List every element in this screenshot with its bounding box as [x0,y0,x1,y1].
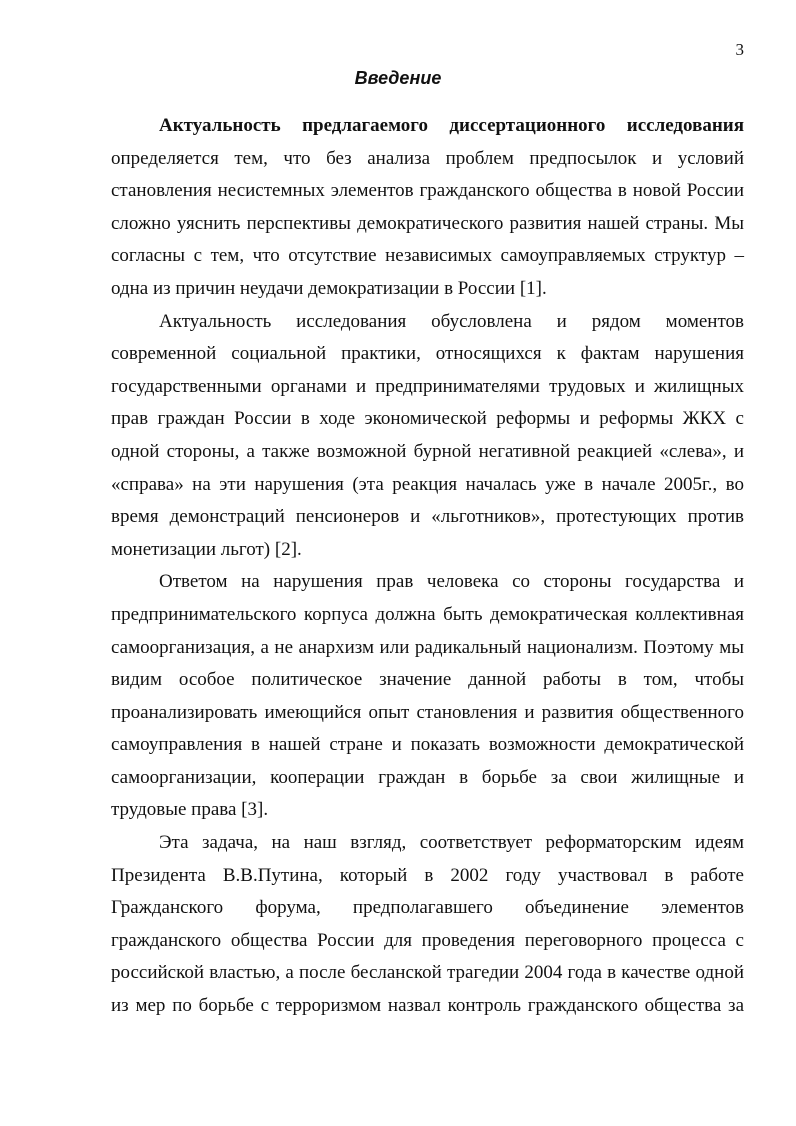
paragraph-lead: Актуальность предлагаемого диссертационного исследования [159,115,744,136]
paragraph-research-relevance: Актуальность исследования обусловлена и рядом моментов современной социальной практики, относящихся к фактам нарушения государственными органами и предпринимателями трудовых и жилищных прав граждан России в ходе экономической реформы и реформы ЖКХ с одной стороны, а также возможной бурной негативной реакцией «слева», и «справа» на эти нарушения (эта реакция началась уже в начале 2005г., во время демонстраций пенсионеров и «льготников», протестующих против монетизации льгот) [2]. [111,310,744,560]
paragraph-relevance [111,110,744,306]
paragraph-text: определяется тем, что без анализа проблем предпосылок и условий становления несистемных элементов гражданского общества в новой России сложно уяснить перспективы демократического развития нашей страны. Мы согласны с тем, что отсутствие независимых самоуправляемых структур – одна из причин неудачи демократизации в России [1]. [111,147,744,299]
document-body [111,110,744,1023]
paragraph-task: Эта задача, на наш взгляд, соответствует реформаторским идеям Президента В.В.Путина, который в 2002 году участвовал в работе Гражданского форума, предполагавшего объединение элементов гражданского общества России для проведения переговорного процесса с российской властью, а после бесланской трагедии 2004 года в качестве одной из мер по борьбе с терроризмом назвал контроль гражданского общества за [111,832,744,1017]
paragraph-response: Ответом на нарушения прав человека со стороны государства и предпринимательского корпуса должна быть демократическая коллективная самоорганизация, а не анархизм или радикальный национализм. Поэтому мы видим особое политическое значение данной работы в том, чтобы проанализировать имеющийся опыт становления и развития общественного самоуправления в нашей стране и показать возможности демократической самоорганизации, кооперации граждан в борьбе за свои жилищные и трудовые права [3]. [111,571,744,821]
page-number: 3 [735,40,744,59]
section-heading: Введение [354,68,442,88]
